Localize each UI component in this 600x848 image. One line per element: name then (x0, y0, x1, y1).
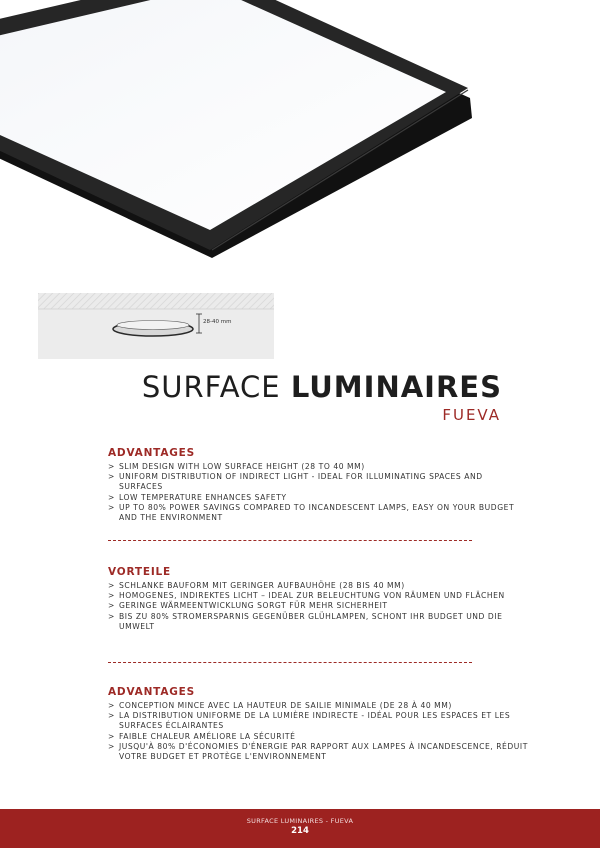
list-item: > SCHLANKE BAUFORM MIT GERINGER AUFBAUHÖHE (28 BIS 40 MM) (108, 581, 528, 591)
list-item: > JUSQU'À 80% D'ÉCONOMIES D'ÉNERGIE PAR RAPPORT AUX LAMPES À INCANDESCENCE, RÉDUIT VOTRE BUDGET ET PROTÈGE L'ENVIRONNEMENT (108, 742, 528, 762)
section-advantages-fr (108, 686, 528, 762)
footer-title: SURFACE LUMINAIRES - FUEVA (246, 817, 354, 825)
section-vorteile-de (108, 566, 528, 632)
mounting-diagram (38, 293, 274, 359)
dimension-label: 28-40 mm (203, 319, 232, 325)
section-heading: ADVANTAGES (108, 447, 195, 459)
list-item: > HOMOGENES, INDIREKTES LICHT – IDEAL ZUR BELEUCHTUNG VON RÄUMEN UND FLÄCHEN (108, 591, 528, 601)
section-heading: ADVANTAGES (108, 686, 195, 698)
divider (108, 662, 472, 663)
page-title (108, 370, 502, 404)
list-item: > LOW TEMPERATURE ENHANCES SAFETY (108, 493, 528, 503)
list-item: > UNIFORM DISTRIBUTION OF INDIRECT LIGHT - IDEAL FOR ILLUMINATING SPACES AND SURFACES (108, 472, 528, 492)
list-item: > BIS ZU 80% STROMERSPARNIS GEGENÜBER GLÜHLAMPEN, SCHONT IHR BUDGET UND DIE UMWELT (108, 612, 528, 632)
title-light: SURFACE (141, 370, 291, 404)
list-item: > CONCEPTION MINCE AVEC LA HAUTEUR DE SAILIE MINIMALE (DE 28 À 40 MM) (108, 701, 528, 711)
product-name: FUEVA (442, 406, 501, 424)
section-advantages-en (108, 447, 528, 523)
page-footer (0, 809, 600, 848)
product-image (0, 0, 600, 275)
list-item: > UP TO 80% POWER SAVINGS COMPARED TO INCANDESCENT LAMPS, EASY ON YOUR BUDGET AND THE ENVIRONMENT (108, 503, 528, 523)
section-heading: VORTEILE (108, 566, 171, 578)
list-item: > FAIBLE CHALEUR AMÉLIORE LA SÉCURITÉ (108, 732, 528, 742)
list-item: > SLIM DESIGN WITH LOW SURFACE HEIGHT (28 TO 40 MM) (108, 462, 528, 472)
list-item: > GERINGE WÄRMEENTWICKLUNG SORGT FÜR MEHR SICHERHEIT (108, 601, 528, 611)
list-item: > LA DISTRIBUTION UNIFORME DE LA LUMIÈRE INDIRECTE - IDÉAL POUR LES ESPACES ET LES SURFACES ÉCLAIRANTES (108, 711, 528, 731)
page-number: 214 (291, 826, 309, 836)
divider (108, 540, 472, 541)
title-bold: LUMINAIRES (290, 370, 502, 404)
